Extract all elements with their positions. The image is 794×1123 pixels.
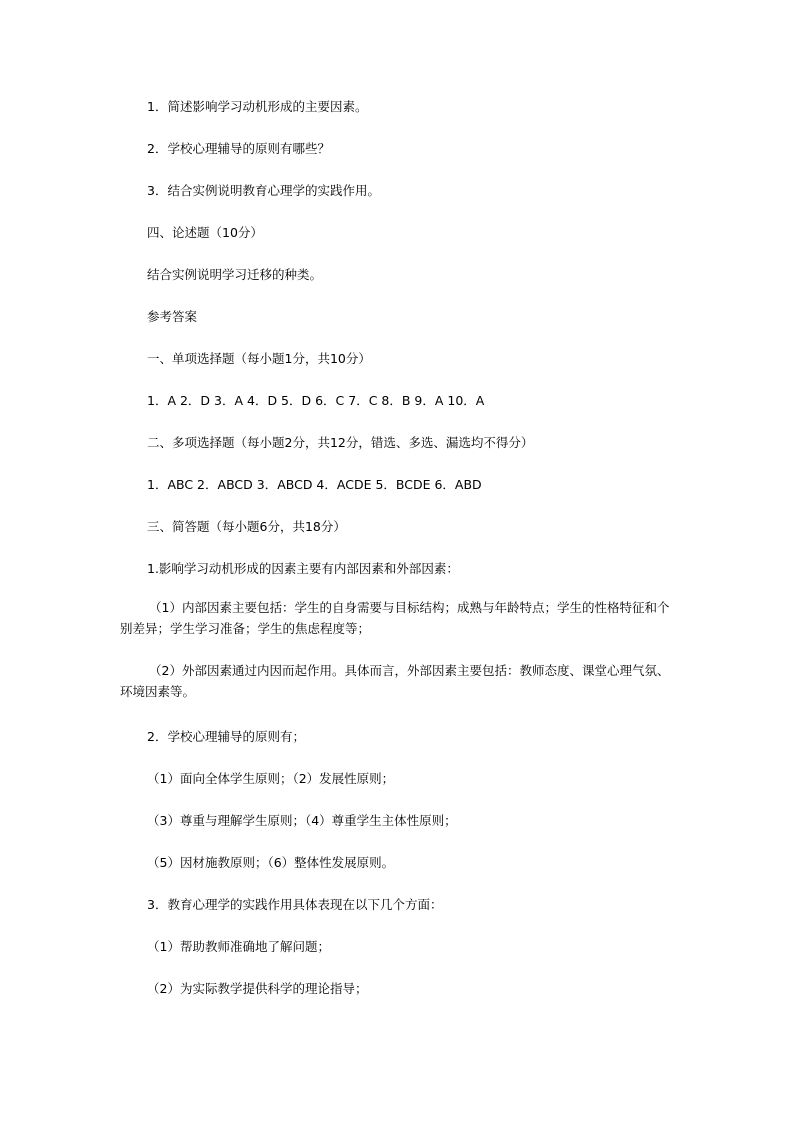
answer-3-item-1: （1）帮助教师准确地了解问题；	[147, 939, 330, 954]
answer-3-item-2: （2）为实际教学提供科学的理论指导；	[147, 981, 368, 996]
short-answer-heading: 三、简答题（每小题6分，共18分）	[147, 519, 346, 534]
multiple-choice-answers: 1．ABC 2．ABCD 3．ABCD 4．ACDE 5．BCDE 6．ABD	[147, 477, 482, 492]
single-choice-heading: 一、单项选择题（每小题1分，共10分）	[147, 351, 371, 366]
single-choice-answers: 1．A 2．D 3．A 4．D 5．D 6．C 7．C 8．B 9．A 10．A	[147, 393, 485, 408]
answer-3-intro: 3．教育心理学的实践作用具体表现在以下几个方面：	[147, 897, 443, 912]
answer-2-principles-3-4: （3）尊重与理解学生原则；（4）尊重学生主体性原则；	[147, 813, 457, 828]
answer-2-principles-5-6: （5）因材施教原则；（6）整体性发展原则。	[147, 855, 395, 870]
answer-1-internal-factors: （1）内部因素主要包括：学生的自身需要与目标结构；成熟与年龄特点；学生的性格特征和个别差异；学生学习准备；学生的焦虑程度等；	[120, 600, 670, 636]
essay-section-heading: 四、论述题（10分）	[147, 225, 263, 240]
question-short-1: 1．简述影响学习动机形成的主要因素。	[147, 99, 368, 114]
answer-2-principles-1-2: （1）面向全体学生原则；（2）发展性原则；	[147, 771, 395, 786]
answer-1-external-factors: （2）外部因素通过内因而起作用。具体而言，外部因素主要包括：教师态度、课堂心理气氛、环境因素等。	[120, 663, 670, 699]
question-short-3: 3．结合实例说明教育心理学的实践作用。	[147, 183, 380, 198]
multiple-choice-heading: 二、多项选择题（每小题2分，共12分，错选、多选、漏选均不得分）	[147, 435, 534, 450]
answer-1-intro: 1.影响学习动机形成的因素主要有内部因素和外部因素：	[147, 561, 459, 576]
answer-2-intro: 2．学校心理辅导的原则有；	[147, 729, 305, 744]
essay-question: 结合实例说明学习迁移的种类。	[147, 267, 323, 282]
question-short-2: 2．学校心理辅导的原则有哪些？	[147, 141, 330, 156]
answers-heading: 参考答案	[147, 309, 198, 324]
